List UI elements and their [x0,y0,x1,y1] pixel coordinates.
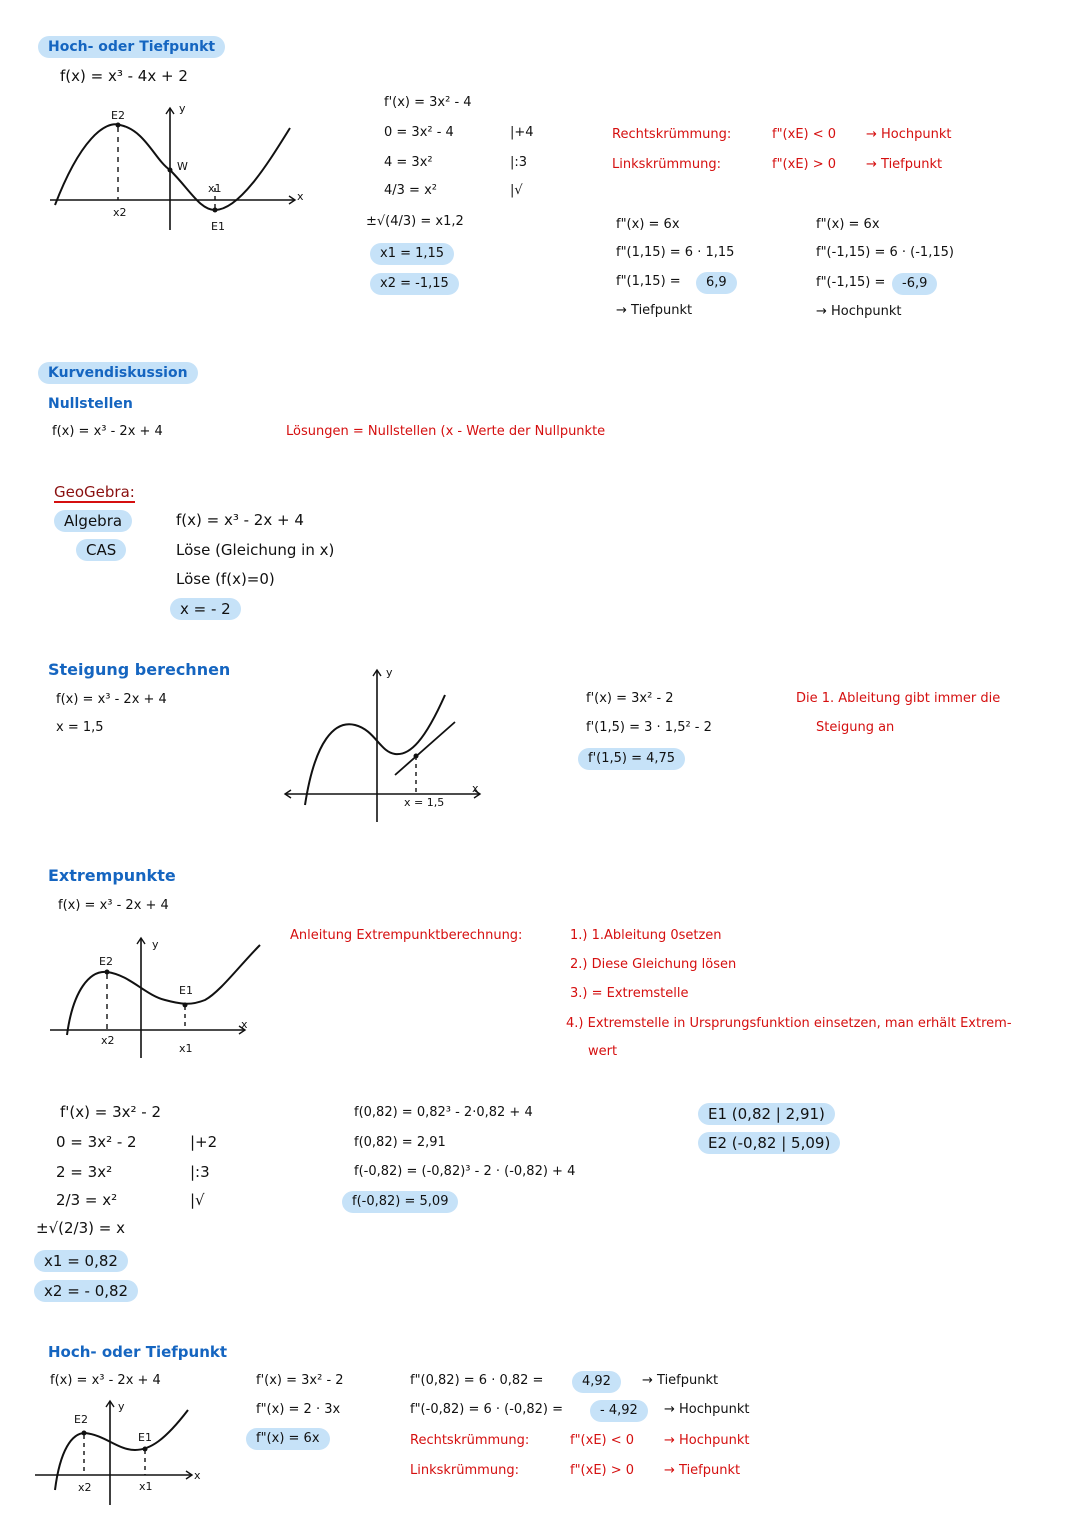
s5-check-2-value: - 4,92 [590,1400,648,1422]
ext-op-3: |√ [190,1191,205,1209]
algebra-tag: Algebra [54,510,132,532]
s5-derivative-1: f'(x) = 3x² - 2 [256,1373,344,1388]
step-3: 4 = 3x² [384,155,433,170]
label-x1: x1 [139,1480,153,1493]
geogebra-line-3: Löse (f(x)=0) [176,570,275,588]
label-w: W [177,160,188,173]
colB-value: -6,9 [892,273,937,295]
function-definition-4: f(x) = x³ - 2x + 4 [58,898,169,913]
label-x1: x1 [179,1042,193,1055]
colB-3: f"(-1,15) = [816,275,886,290]
function-definition-2: f(x) = x³ - 2x + 4 [52,424,163,439]
op-3: |√ [510,183,523,198]
colA-1: f"(x) = 6x [616,217,680,232]
label-x1: x1 [208,182,222,195]
ext-op-2: |:3 [190,1163,210,1181]
links-result: → Tiefpunkt [866,157,943,172]
label-y: y [386,666,393,679]
s5-rechts-result: → Hochpunkt [664,1433,750,1448]
anleitung-step-4: 4.) Extremstelle in Ursprungsfunktion einsetzen, man erhält Extrem- [566,1016,1012,1031]
step-1: f'(x) = 3x² - 4 [384,95,472,110]
label-e1: E1 [179,984,193,997]
curve [67,945,260,1035]
cas-tag: CAS [76,539,126,561]
result-x2: x2 = -1,15 [370,273,459,295]
anleitung-title: Anleitung Extrempunktberechnung: [290,928,523,943]
ext-step-1: f'(x) = 3x² - 2 [60,1103,162,1121]
label-e2: E2 [99,955,113,968]
graph-cubic-3 [30,1395,210,1510]
result-x1: x1 = 1,15 [370,243,454,265]
x-value: x = 1,5 [56,720,104,735]
ext-step-5: ±√(2/3) = x [36,1219,125,1237]
colB-1: f"(x) = 6x [816,217,880,232]
ext-calc-4: f(-0,82) = 5,09 [342,1191,458,1213]
ext-calc-2: f(0,82) = 2,91 [354,1135,446,1150]
section-title-steigung: Steigung berechnen [48,660,231,679]
s5-check-1: f"(0,82) = 6 · 0,82 = [410,1373,544,1388]
label-e1: E1 [138,1431,152,1444]
label-x: x [241,1018,248,1031]
section-title-extrempunkte: Extrempunkte [48,866,176,885]
op-1: |+4 [510,125,534,140]
colB-result: → Hochpunkt [816,304,902,319]
ext-x1: x1 = 0,82 [34,1250,128,1272]
graph-tangent [280,660,490,830]
colB-2: f"(-1,15) = 6 · (-1,15) [816,245,954,260]
function-definition-5: f(x) = x³ - 2x + 4 [50,1373,161,1388]
label-x: x [297,190,304,203]
label-e2: E2 [74,1413,88,1426]
label-e2: E2 [111,109,125,122]
ext-calc-1: f(0,82) = 0,82³ - 2·0,82 + 4 [354,1105,533,1120]
s5-derivative-2: f"(x) = 2 · 3x [256,1402,341,1417]
derivative-2: f'(1,5) = 3 · 1,5² - 2 [586,720,712,735]
geogebra-label: GeoGebra: [54,483,135,501]
function-definition: f(x) = x³ - 4x + 2 [60,67,188,85]
s5-derivative-3: f"(x) = 6x [246,1428,330,1450]
rechts-label: Rechtskrümmung: [612,127,732,142]
geogebra-line-1: f(x) = x³ - 2x + 4 [176,511,304,529]
anleitung-step-2: 2.) Diese Gleichung lösen [570,957,737,972]
tangent-line [395,722,455,775]
colA-value: 6,9 [696,272,737,294]
s5-check-1-value: 4,92 [572,1371,621,1393]
label-x: x [194,1469,201,1482]
function-definition-3: f(x) = x³ - 2x + 4 [56,692,167,707]
s5-rechts-condition: f"(xE) < 0 [570,1433,635,1448]
label-x2: x2 [78,1481,92,1494]
derivative-1: f'(x) = 3x² - 2 [586,691,674,706]
label-x2: x2 [113,206,127,219]
ext-x2: x2 = - 0,82 [34,1280,138,1302]
op-2: |:3 [510,155,528,170]
colA-2: f"(1,15) = 6 · 1,15 [616,245,735,260]
colA-3: f"(1,15) = [616,274,681,289]
colA-result: → Tiefpunkt [616,303,693,318]
label-x: x [472,782,479,795]
s5-rechts-label: Rechtskrümmung: [410,1433,530,1448]
ext-calc-3: f(-0,82) = (-0,82)³ - 2 · (-0,82) + 4 [354,1164,576,1179]
step-5: ±√(4/3) = x1,2 [366,214,464,229]
graph-cubic-1 [45,100,305,240]
steigung-note-1: Die 1. Ableitung gibt immer die [796,691,1001,706]
geogebra-result: x = - 2 [170,598,241,620]
step-2: 0 = 3x² - 4 [384,125,454,140]
anleitung-step-3: 3.) = Extremstelle [570,986,689,1001]
ext-step-3: 2 = 3x² [56,1163,113,1181]
label-e1: E1 [211,220,225,233]
label-y: y [118,1400,125,1413]
ext-op-1: |+2 [190,1133,218,1151]
extrempunkt-e2: E2 (-0,82 | 5,09) [698,1132,840,1154]
step-4: 4/3 = x² [384,183,437,198]
anleitung-step-4b: wert [588,1044,618,1059]
label-y: y [152,938,159,951]
label-y: y [179,102,186,115]
s5-links-label: Linkskrümmung: [410,1463,519,1478]
curve [55,124,290,210]
s5-check-2: f"(-0,82) = 6 · (-0,82) = [410,1402,563,1417]
steigung-note-2: Steigung an [816,720,895,735]
s5-check-2-result: → Hochpunkt [664,1402,750,1417]
derivative-result: f'(1,5) = 4,75 [578,748,685,770]
section-title-kurvendiskussion: Kurvendiskussion [38,362,198,384]
anleitung-step-1: 1.) 1.Ableitung 0setzen [570,928,722,943]
s5-links-result: → Tiefpunkt [664,1463,741,1478]
rechts-condition: f"(xE) < 0 [772,127,837,142]
nullstellen-note: Lösungen = Nullstellen (x - Werte der Nullpunkte [286,424,606,439]
s5-check-1-result: → Tiefpunkt [642,1373,719,1388]
extrempunkt-e1: E1 (0,82 | 2,91) [698,1103,835,1125]
subtitle-nullstellen: Nullstellen [48,396,133,412]
label-tick: x = 1,5 [404,796,445,809]
rechts-result: → Hochpunkt [866,127,952,142]
links-condition: f"(xE) > 0 [772,157,837,172]
geogebra-line-2: Löse (Gleichung in x) [176,541,335,559]
s5-links-condition: f"(xE) > 0 [570,1463,635,1478]
ext-step-4: 2/3 = x² [56,1191,118,1209]
ext-step-2: 0 = 3x² - 2 [56,1133,137,1151]
section-title-hoch-tief-2: Hoch- oder Tiefpunkt [48,1343,228,1361]
section-title-hoch-tief-1: Hoch- oder Tiefpunkt [38,36,225,58]
label-x2: x2 [101,1034,115,1047]
graph-cubic-2 [45,930,265,1065]
links-label: Linkskrümmung: [612,157,721,172]
